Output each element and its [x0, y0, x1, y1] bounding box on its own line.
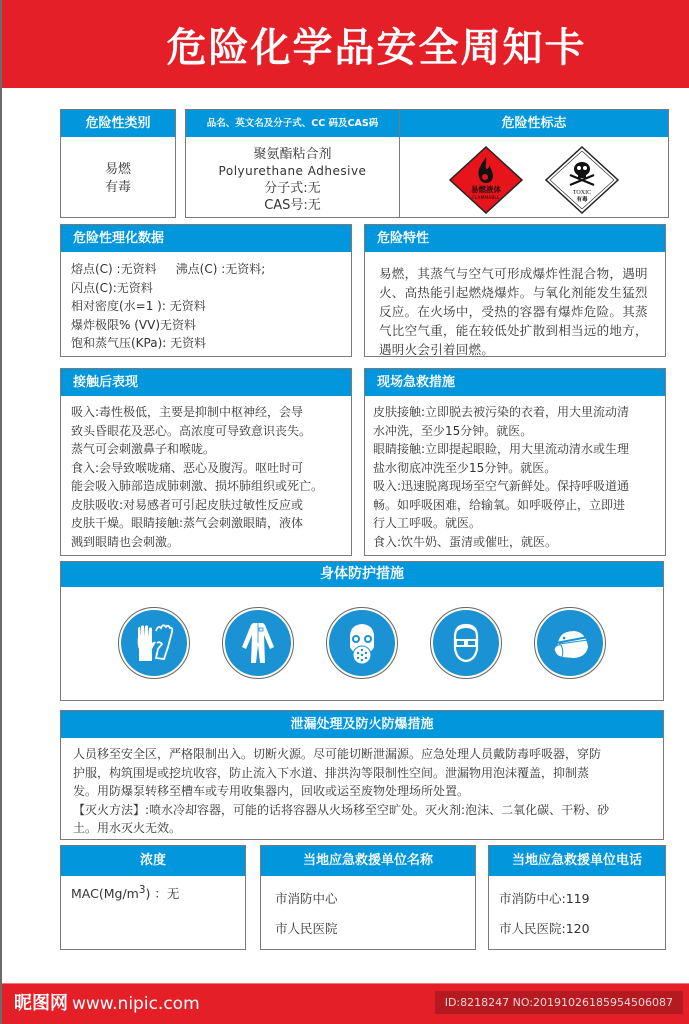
- exposure-line: 能会吸入肺部造成肺刺激、损坏肺组织或死亡。: [71, 479, 324, 493]
- spill-line: 【灭火方法】:喷水冷却容器，可能的话将容器从火场移至空旷处。灭火剂:泡沫、二氧化碳、干粉、砂: [73, 802, 610, 817]
- logo-text: 昵图网: [14, 993, 68, 1014]
- svg-text:TOXIC: TOXIC: [572, 190, 592, 196]
- product-name-en: Polyurethane Adhesive: [218, 164, 367, 178]
- first-aid-line: 食入:饮牛奶、蛋清或催吐，就医。: [373, 534, 558, 549]
- identity-values: [186, 137, 399, 214]
- concentration-box: [60, 845, 246, 950]
- hazard-category-line: 有毒: [104, 180, 131, 195]
- ppe-box: [60, 561, 664, 701]
- exposure-line: 蒸气可会刺激鼻子和喉咙。: [71, 442, 216, 456]
- hazard-category-box: [60, 109, 176, 218]
- rescue-phone-item: 市消防中心:119: [499, 891, 590, 906]
- physchem-list: [61, 252, 351, 361]
- exposure-line: 致头昏眼花及恶心。高浓度可导致意识丧失。: [71, 423, 312, 438]
- safety-goggles-icon: [430, 607, 502, 679]
- first-aid-line: 眼睛接触:立即提起眼睑，用大里流动清水或生理: [373, 442, 630, 456]
- gloves-icon: [118, 607, 190, 679]
- hazard-signs-box: [399, 109, 669, 218]
- flammable-liquid-icon: [448, 145, 524, 215]
- rescue-units-list: [261, 876, 475, 952]
- exposure-header: 接触后表现: [61, 369, 351, 396]
- exposure-symptoms-box: [60, 368, 352, 556]
- physchem-line: 熔点(C) :无资料 沸点(C) :无资料;: [71, 262, 266, 276]
- rescue-unit-item: 市消防中心: [275, 891, 338, 906]
- footer-banner: [2, 983, 689, 1024]
- spill-text: [61, 738, 663, 845]
- rescue-units-box: [260, 845, 476, 950]
- physchem-line: 相对密度(水=1 ): 无资料: [71, 299, 206, 313]
- hazard-properties-text: 易燃，其蒸气与空气可形成爆炸性混合物，遇明火、高热能引起燃烧爆炸。与氧化剂能发生猛烈反应。在火场中，受热的容器有爆炸危险。其蒸气比空气重，能在较低处扩散到相当远的地方，遇明火会引着回燃。: [379, 266, 648, 357]
- physchem-line: 爆炸极限% (VV)无资料: [71, 317, 196, 332]
- physchem-line: 闪点(C):无资料: [71, 280, 153, 295]
- exposure-line: 吸入:毒性极低，主要是抑制中枢神经，会导: [71, 405, 304, 419]
- first-aid-text: [365, 396, 665, 558]
- rescue-units-header: 当地应急救援单位名称: [261, 846, 475, 876]
- concentration-header: 浓度: [61, 846, 245, 876]
- exposure-text: [61, 396, 351, 558]
- rescue-phones-list: [489, 876, 665, 952]
- svg-text:有毒: 有毒: [576, 197, 588, 203]
- exposure-line: 溅到眼睛也会刺激。: [71, 534, 180, 549]
- product-name-cn: 聚氨酯粘合剂: [253, 147, 332, 162]
- physchem-line: 饱和蒸气压(KPa): 无资料: [71, 336, 207, 350]
- first-aid-line: 盐水彻底冲洗至少15分钟。就医。: [373, 460, 557, 475]
- physchem-header: 危险性理化数据: [61, 225, 351, 252]
- concentration-suffix: ) ：无: [145, 886, 180, 902]
- spill-header: 泄漏处理及防火防爆措施: [61, 711, 663, 738]
- concentration-prefix: MAC(Mg/m: [71, 886, 139, 902]
- concentration-value: [61, 876, 245, 910]
- spill-line: 护服，构筑围堤或挖坑收容，防止流入下水道、排洪沟等限制性空间。泄漏物用泡沫覆盖，抑制蒸: [73, 765, 590, 780]
- svg-text:FLAMMABLE: FLAMMABLE: [472, 196, 500, 201]
- first-aid-line: 行人工呼吸。就医。: [373, 516, 482, 530]
- face-mask-icon: [534, 607, 606, 679]
- first-aid-line: 水冲洗，至少15分钟。就医。: [373, 423, 533, 438]
- exposure-line: 食入:会导致喉咙痛、恶心及腹泻。呕吐时可: [71, 460, 304, 475]
- hazard-properties-box: [364, 224, 666, 357]
- site-url: www.nipic.com: [72, 994, 200, 1014]
- first-aid-header: 现场急救措施: [365, 369, 665, 396]
- protective-suit-icon: [222, 607, 294, 679]
- rescue-phone-item: 市人民医院:120: [499, 921, 590, 936]
- first-aid-line: 吸入:迅速脱离现场至空气新鲜处。保持呼吸道通: [373, 479, 630, 493]
- svg-text:易燃液体: 易燃液体: [471, 185, 501, 194]
- toxic-skull-icon: [544, 145, 620, 215]
- spill-line: 土。用水灭火无效。: [73, 821, 182, 835]
- rescue-unit-item: 市人民医院: [275, 921, 338, 936]
- hazard-category-line: 易燃: [104, 162, 131, 177]
- hazard-category-value: [61, 137, 175, 197]
- exposure-line: 皮肤吸收:对易感者可引起皮肤过敏性反应或: [71, 497, 304, 512]
- ppe-header: 身体防护措施: [61, 562, 663, 587]
- image-id-badge: ID:8218247 NO:20191026185954506087: [435, 991, 683, 1014]
- rescue-phones-header: 当地应急救援单位电话: [489, 846, 665, 876]
- exposure-line: 皮肤干燥。眼睛接触:蒸气会刺激眼睛，液体: [71, 516, 304, 530]
- hazard-category-header: 危险性类别: [61, 110, 175, 137]
- molecular-formula: 分子式:无: [264, 181, 321, 196]
- gas-mask-icon: [326, 607, 398, 679]
- identity-box: [185, 109, 399, 218]
- cas-number: CAS号:无: [264, 198, 321, 213]
- first-aid-line: 皮肤接触:立即脱去被污染的衣着，用大里流动清: [373, 405, 630, 419]
- spill-fire-box: [60, 710, 664, 840]
- concentration-exponent: 3: [138, 884, 146, 896]
- physchem-data-box: [60, 224, 352, 357]
- rescue-phones-box: [488, 845, 666, 950]
- first-aid-line: 畅。如呼吸困难，给输氧。如呼吸停止，立即进: [373, 497, 626, 512]
- first-aid-box: [364, 368, 666, 556]
- page-title: 危险化学品安全周知卡: [166, 25, 587, 71]
- spill-line: 发。用防爆泵转移至槽车或专用收集器内，回收或运至废物处理场所处置。: [73, 784, 470, 798]
- nipic-logo[interactable]: [14, 984, 200, 1024]
- hazard-signs-header: 危险性标志: [400, 110, 668, 137]
- identity-header: 品名、英文名及分子式、CC 码及CAS码: [186, 110, 399, 137]
- hazard-properties-header: 危险特性: [365, 225, 665, 252]
- spill-line: 人员移至安全区，严格限制出入。切断火源。尽可能切断泄漏源。应急处理人员戴防毒呼吸器，穿防: [73, 747, 602, 761]
